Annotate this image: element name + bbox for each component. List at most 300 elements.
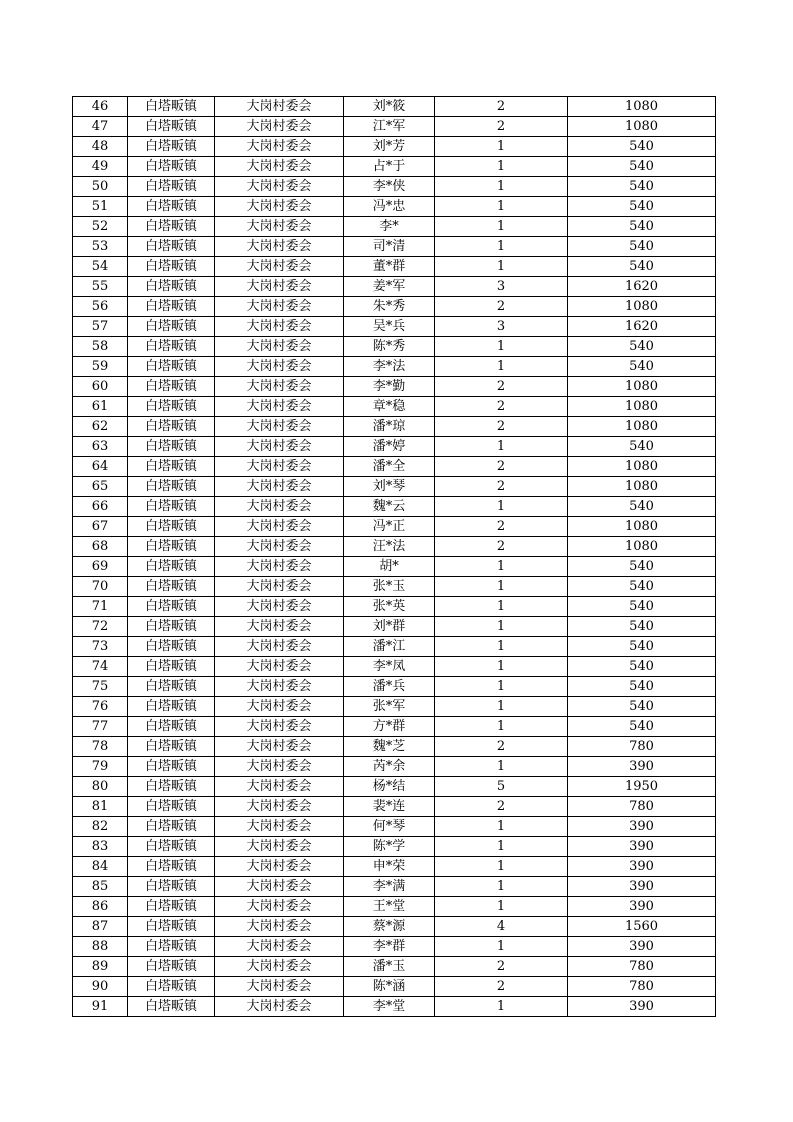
table-row bbox=[73, 377, 716, 397]
amount-cell: 390 bbox=[568, 837, 716, 857]
table-row bbox=[73, 997, 716, 1017]
person-count-cell: 1 bbox=[435, 337, 568, 357]
village-committee-cell: 大岗村委会 bbox=[215, 477, 344, 497]
table-row bbox=[73, 617, 716, 637]
name-cell: 裴*连 bbox=[344, 797, 435, 817]
table-row bbox=[73, 517, 716, 537]
person-count-cell: 2 bbox=[435, 117, 568, 137]
person-count-cell: 2 bbox=[435, 477, 568, 497]
table-row bbox=[73, 597, 716, 617]
table-row bbox=[73, 257, 716, 277]
person-count-cell: 3 bbox=[435, 317, 568, 337]
name-cell: 冯*正 bbox=[344, 517, 435, 537]
table-row bbox=[73, 97, 716, 117]
name-cell: 刘*筱 bbox=[344, 97, 435, 117]
amount-cell: 540 bbox=[568, 237, 716, 257]
amount-cell: 540 bbox=[568, 497, 716, 517]
name-cell: 李*勤 bbox=[344, 377, 435, 397]
person-count-cell: 1 bbox=[435, 557, 568, 577]
row-number-cell: 56 bbox=[73, 297, 128, 317]
row-number-cell: 49 bbox=[73, 157, 128, 177]
name-cell: 刘*芳 bbox=[344, 137, 435, 157]
name-cell: 李*满 bbox=[344, 877, 435, 897]
person-count-cell: 1 bbox=[435, 937, 568, 957]
row-number-cell: 88 bbox=[73, 937, 128, 957]
name-cell: 陈*涵 bbox=[344, 977, 435, 997]
person-count-cell: 1 bbox=[435, 877, 568, 897]
row-number-cell: 85 bbox=[73, 877, 128, 897]
village-committee-cell: 大岗村委会 bbox=[215, 177, 344, 197]
person-count-cell: 2 bbox=[435, 297, 568, 317]
table-row bbox=[73, 677, 716, 697]
village-committee-cell: 大岗村委会 bbox=[215, 457, 344, 477]
table-row bbox=[73, 817, 716, 837]
amount-cell: 540 bbox=[568, 677, 716, 697]
amount-cell: 540 bbox=[568, 637, 716, 657]
person-count-cell: 2 bbox=[435, 737, 568, 757]
row-number-cell: 58 bbox=[73, 337, 128, 357]
amount-cell: 390 bbox=[568, 757, 716, 777]
town-cell: 白塔畈镇 bbox=[128, 457, 215, 477]
person-count-cell: 1 bbox=[435, 697, 568, 717]
row-number-cell: 52 bbox=[73, 217, 128, 237]
row-number-cell: 78 bbox=[73, 737, 128, 757]
table-row bbox=[73, 637, 716, 657]
person-count-cell: 1 bbox=[435, 897, 568, 917]
name-cell: 胡* bbox=[344, 557, 435, 577]
table-row bbox=[73, 577, 716, 597]
table-row bbox=[73, 877, 716, 897]
person-count-cell: 1 bbox=[435, 817, 568, 837]
table-row bbox=[73, 297, 716, 317]
village-committee-cell: 大岗村委会 bbox=[215, 997, 344, 1017]
village-committee-cell: 大岗村委会 bbox=[215, 597, 344, 617]
row-number-cell: 90 bbox=[73, 977, 128, 997]
name-cell: 潘*兵 bbox=[344, 677, 435, 697]
name-cell: 李* bbox=[344, 217, 435, 237]
amount-cell: 1080 bbox=[568, 537, 716, 557]
town-cell: 白塔畈镇 bbox=[128, 357, 215, 377]
village-committee-cell: 大岗村委会 bbox=[215, 137, 344, 157]
person-count-cell: 3 bbox=[435, 277, 568, 297]
amount-cell: 540 bbox=[568, 597, 716, 617]
village-committee-cell: 大岗村委会 bbox=[215, 917, 344, 937]
name-cell: 潘*婷 bbox=[344, 437, 435, 457]
person-count-cell: 1 bbox=[435, 497, 568, 517]
town-cell: 白塔畈镇 bbox=[128, 417, 215, 437]
amount-cell: 540 bbox=[568, 577, 716, 597]
village-committee-cell: 大岗村委会 bbox=[215, 397, 344, 417]
person-count-cell: 1 bbox=[435, 677, 568, 697]
person-count-cell: 2 bbox=[435, 457, 568, 477]
table-row bbox=[73, 977, 716, 997]
row-number-cell: 61 bbox=[73, 397, 128, 417]
amount-cell: 1080 bbox=[568, 457, 716, 477]
person-count-cell: 1 bbox=[435, 357, 568, 377]
town-cell: 白塔畈镇 bbox=[128, 497, 215, 517]
row-number-cell: 69 bbox=[73, 557, 128, 577]
amount-cell: 540 bbox=[568, 197, 716, 217]
amount-cell: 390 bbox=[568, 877, 716, 897]
amount-cell: 390 bbox=[568, 937, 716, 957]
table-row bbox=[73, 757, 716, 777]
row-number-cell: 71 bbox=[73, 597, 128, 617]
row-number-cell: 72 bbox=[73, 617, 128, 637]
village-committee-cell: 大岗村委会 bbox=[215, 677, 344, 697]
table-row bbox=[73, 777, 716, 797]
row-number-cell: 81 bbox=[73, 797, 128, 817]
town-cell: 白塔畈镇 bbox=[128, 337, 215, 357]
person-count-cell: 1 bbox=[435, 997, 568, 1017]
village-committee-cell: 大岗村委会 bbox=[215, 717, 344, 737]
person-count-cell: 1 bbox=[435, 617, 568, 637]
row-number-cell: 74 bbox=[73, 657, 128, 677]
name-cell: 司*清 bbox=[344, 237, 435, 257]
town-cell: 白塔畈镇 bbox=[128, 557, 215, 577]
person-count-cell: 2 bbox=[435, 417, 568, 437]
town-cell: 白塔畈镇 bbox=[128, 177, 215, 197]
name-cell: 王*堂 bbox=[344, 897, 435, 917]
village-committee-cell: 大岗村委会 bbox=[215, 117, 344, 137]
name-cell: 李*侠 bbox=[344, 177, 435, 197]
amount-cell: 540 bbox=[568, 617, 716, 637]
person-count-cell: 1 bbox=[435, 437, 568, 457]
row-number-cell: 89 bbox=[73, 957, 128, 977]
village-committee-cell: 大岗村委会 bbox=[215, 577, 344, 597]
row-number-cell: 63 bbox=[73, 437, 128, 457]
name-cell: 李*凤 bbox=[344, 657, 435, 677]
table-row bbox=[73, 917, 716, 937]
village-committee-cell: 大岗村委会 bbox=[215, 737, 344, 757]
name-cell: 魏*云 bbox=[344, 497, 435, 517]
table-row bbox=[73, 117, 716, 137]
table-row bbox=[73, 717, 716, 737]
town-cell: 白塔畈镇 bbox=[128, 697, 215, 717]
village-committee-cell: 大岗村委会 bbox=[215, 817, 344, 837]
name-cell: 魏*芝 bbox=[344, 737, 435, 757]
name-cell: 张*军 bbox=[344, 697, 435, 717]
village-committee-cell: 大岗村委会 bbox=[215, 857, 344, 877]
name-cell: 汪*法 bbox=[344, 537, 435, 557]
row-number-cell: 55 bbox=[73, 277, 128, 297]
row-number-cell: 66 bbox=[73, 497, 128, 517]
amount-cell: 1080 bbox=[568, 377, 716, 397]
row-number-cell: 70 bbox=[73, 577, 128, 597]
town-cell: 白塔畈镇 bbox=[128, 837, 215, 857]
person-count-cell: 2 bbox=[435, 517, 568, 537]
table-row bbox=[73, 737, 716, 757]
amount-cell: 1620 bbox=[568, 277, 716, 297]
table-row bbox=[73, 897, 716, 917]
town-cell: 白塔畈镇 bbox=[128, 377, 215, 397]
name-cell: 章*稳 bbox=[344, 397, 435, 417]
amount-cell: 780 bbox=[568, 737, 716, 757]
row-number-cell: 46 bbox=[73, 97, 128, 117]
name-cell: 方*群 bbox=[344, 717, 435, 737]
beneficiary-table bbox=[72, 96, 716, 1017]
row-number-cell: 79 bbox=[73, 757, 128, 777]
village-committee-cell: 大岗村委会 bbox=[215, 797, 344, 817]
town-cell: 白塔畈镇 bbox=[128, 777, 215, 797]
village-committee-cell: 大岗村委会 bbox=[215, 197, 344, 217]
name-cell: 刘*群 bbox=[344, 617, 435, 637]
amount-cell: 540 bbox=[568, 137, 716, 157]
table-row bbox=[73, 397, 716, 417]
village-committee-cell: 大岗村委会 bbox=[215, 157, 344, 177]
town-cell: 白塔畈镇 bbox=[128, 737, 215, 757]
table-row bbox=[73, 857, 716, 877]
town-cell: 白塔畈镇 bbox=[128, 317, 215, 337]
amount-cell: 540 bbox=[568, 177, 716, 197]
row-number-cell: 57 bbox=[73, 317, 128, 337]
town-cell: 白塔畈镇 bbox=[128, 477, 215, 497]
person-count-cell: 1 bbox=[435, 597, 568, 617]
person-count-cell: 5 bbox=[435, 777, 568, 797]
village-committee-cell: 大岗村委会 bbox=[215, 217, 344, 237]
amount-cell: 540 bbox=[568, 437, 716, 457]
town-cell: 白塔畈镇 bbox=[128, 717, 215, 737]
amount-cell: 390 bbox=[568, 997, 716, 1017]
person-count-cell: 1 bbox=[435, 637, 568, 657]
table-row bbox=[73, 557, 716, 577]
table-row bbox=[73, 197, 716, 217]
village-committee-cell: 大岗村委会 bbox=[215, 617, 344, 637]
table-row bbox=[73, 957, 716, 977]
amount-cell: 1080 bbox=[568, 97, 716, 117]
village-committee-cell: 大岗村委会 bbox=[215, 337, 344, 357]
amount-cell: 540 bbox=[568, 697, 716, 717]
name-cell: 江*军 bbox=[344, 117, 435, 137]
name-cell: 李*群 bbox=[344, 937, 435, 957]
town-cell: 白塔畈镇 bbox=[128, 257, 215, 277]
name-cell: 申*荣 bbox=[344, 857, 435, 877]
amount-cell: 780 bbox=[568, 957, 716, 977]
town-cell: 白塔畈镇 bbox=[128, 137, 215, 157]
name-cell: 芮*余 bbox=[344, 757, 435, 777]
row-number-cell: 73 bbox=[73, 637, 128, 657]
table-row bbox=[73, 497, 716, 517]
town-cell: 白塔畈镇 bbox=[128, 917, 215, 937]
town-cell: 白塔畈镇 bbox=[128, 997, 215, 1017]
village-committee-cell: 大岗村委会 bbox=[215, 417, 344, 437]
person-count-cell: 4 bbox=[435, 917, 568, 937]
table-row bbox=[73, 477, 716, 497]
town-cell: 白塔畈镇 bbox=[128, 157, 215, 177]
table-row bbox=[73, 797, 716, 817]
person-count-cell: 1 bbox=[435, 717, 568, 737]
row-number-cell: 91 bbox=[73, 997, 128, 1017]
table-row bbox=[73, 697, 716, 717]
row-number-cell: 77 bbox=[73, 717, 128, 737]
name-cell: 潘*全 bbox=[344, 457, 435, 477]
village-committee-cell: 大岗村委会 bbox=[215, 97, 344, 117]
town-cell: 白塔畈镇 bbox=[128, 797, 215, 817]
village-committee-cell: 大岗村委会 bbox=[215, 317, 344, 337]
amount-cell: 780 bbox=[568, 797, 716, 817]
village-committee-cell: 大岗村委会 bbox=[215, 637, 344, 657]
amount-cell: 1080 bbox=[568, 417, 716, 437]
table-row bbox=[73, 357, 716, 377]
town-cell: 白塔畈镇 bbox=[128, 677, 215, 697]
town-cell: 白塔畈镇 bbox=[128, 197, 215, 217]
amount-cell: 390 bbox=[568, 897, 716, 917]
table-row bbox=[73, 237, 716, 257]
village-committee-cell: 大岗村委会 bbox=[215, 277, 344, 297]
town-cell: 白塔畈镇 bbox=[128, 597, 215, 617]
village-committee-cell: 大岗村委会 bbox=[215, 977, 344, 997]
person-count-cell: 2 bbox=[435, 397, 568, 417]
row-number-cell: 68 bbox=[73, 537, 128, 557]
amount-cell: 1080 bbox=[568, 297, 716, 317]
person-count-cell: 1 bbox=[435, 577, 568, 597]
name-cell: 杨*结 bbox=[344, 777, 435, 797]
village-committee-cell: 大岗村委会 bbox=[215, 757, 344, 777]
table-row bbox=[73, 457, 716, 477]
town-cell: 白塔畈镇 bbox=[128, 117, 215, 137]
amount-cell: 1080 bbox=[568, 117, 716, 137]
village-committee-cell: 大岗村委会 bbox=[215, 777, 344, 797]
name-cell: 蔡*源 bbox=[344, 917, 435, 937]
town-cell: 白塔畈镇 bbox=[128, 877, 215, 897]
name-cell: 潘*玉 bbox=[344, 957, 435, 977]
name-cell: 李*法 bbox=[344, 357, 435, 377]
person-count-cell: 2 bbox=[435, 377, 568, 397]
town-cell: 白塔畈镇 bbox=[128, 437, 215, 457]
town-cell: 白塔畈镇 bbox=[128, 817, 215, 837]
table-row bbox=[73, 137, 716, 157]
row-number-cell: 87 bbox=[73, 917, 128, 937]
town-cell: 白塔畈镇 bbox=[128, 397, 215, 417]
village-committee-cell: 大岗村委会 bbox=[215, 557, 344, 577]
person-count-cell: 1 bbox=[435, 837, 568, 857]
table-row bbox=[73, 937, 716, 957]
amount-cell: 1620 bbox=[568, 317, 716, 337]
table-row bbox=[73, 217, 716, 237]
amount-cell: 540 bbox=[568, 357, 716, 377]
row-number-cell: 51 bbox=[73, 197, 128, 217]
town-cell: 白塔畈镇 bbox=[128, 977, 215, 997]
amount-cell: 780 bbox=[568, 977, 716, 997]
town-cell: 白塔畈镇 bbox=[128, 617, 215, 637]
village-committee-cell: 大岗村委会 bbox=[215, 697, 344, 717]
amount-cell: 1080 bbox=[568, 477, 716, 497]
person-count-cell: 1 bbox=[435, 257, 568, 277]
person-count-cell: 2 bbox=[435, 97, 568, 117]
table-row bbox=[73, 277, 716, 297]
amount-cell: 540 bbox=[568, 257, 716, 277]
table-row bbox=[73, 417, 716, 437]
name-cell: 张*英 bbox=[344, 597, 435, 617]
village-committee-cell: 大岗村委会 bbox=[215, 657, 344, 677]
name-cell: 占*于 bbox=[344, 157, 435, 177]
amount-cell: 540 bbox=[568, 217, 716, 237]
village-committee-cell: 大岗村委会 bbox=[215, 437, 344, 457]
person-count-cell: 1 bbox=[435, 177, 568, 197]
amount-cell: 540 bbox=[568, 557, 716, 577]
table-row bbox=[73, 177, 716, 197]
amount-cell: 540 bbox=[568, 337, 716, 357]
row-number-cell: 75 bbox=[73, 677, 128, 697]
village-committee-cell: 大岗村委会 bbox=[215, 937, 344, 957]
row-number-cell: 67 bbox=[73, 517, 128, 537]
name-cell: 李*堂 bbox=[344, 997, 435, 1017]
row-number-cell: 54 bbox=[73, 257, 128, 277]
village-committee-cell: 大岗村委会 bbox=[215, 517, 344, 537]
row-number-cell: 86 bbox=[73, 897, 128, 917]
row-number-cell: 53 bbox=[73, 237, 128, 257]
village-committee-cell: 大岗村委会 bbox=[215, 537, 344, 557]
amount-cell: 1080 bbox=[568, 397, 716, 417]
name-cell: 姜*军 bbox=[344, 277, 435, 297]
person-count-cell: 2 bbox=[435, 957, 568, 977]
person-count-cell: 1 bbox=[435, 657, 568, 677]
name-cell: 陈*秀 bbox=[344, 337, 435, 357]
amount-cell: 540 bbox=[568, 657, 716, 677]
town-cell: 白塔畈镇 bbox=[128, 537, 215, 557]
amount-cell: 1560 bbox=[568, 917, 716, 937]
row-number-cell: 59 bbox=[73, 357, 128, 377]
village-committee-cell: 大岗村委会 bbox=[215, 257, 344, 277]
row-number-cell: 76 bbox=[73, 697, 128, 717]
town-cell: 白塔畈镇 bbox=[128, 637, 215, 657]
village-committee-cell: 大岗村委会 bbox=[215, 877, 344, 897]
name-cell: 刘*琴 bbox=[344, 477, 435, 497]
village-committee-cell: 大岗村委会 bbox=[215, 297, 344, 317]
amount-cell: 390 bbox=[568, 857, 716, 877]
person-count-cell: 2 bbox=[435, 537, 568, 557]
name-cell: 陈*学 bbox=[344, 837, 435, 857]
town-cell: 白塔畈镇 bbox=[128, 657, 215, 677]
town-cell: 白塔畈镇 bbox=[128, 897, 215, 917]
name-cell: 何*琴 bbox=[344, 817, 435, 837]
town-cell: 白塔畈镇 bbox=[128, 297, 215, 317]
person-count-cell: 2 bbox=[435, 977, 568, 997]
village-committee-cell: 大岗村委会 bbox=[215, 237, 344, 257]
amount-cell: 1950 bbox=[568, 777, 716, 797]
person-count-cell: 1 bbox=[435, 217, 568, 237]
amount-cell: 540 bbox=[568, 717, 716, 737]
row-number-cell: 80 bbox=[73, 777, 128, 797]
name-cell: 潘*琼 bbox=[344, 417, 435, 437]
village-committee-cell: 大岗村委会 bbox=[215, 897, 344, 917]
row-number-cell: 64 bbox=[73, 457, 128, 477]
town-cell: 白塔畈镇 bbox=[128, 957, 215, 977]
amount-cell: 540 bbox=[568, 157, 716, 177]
person-count-cell: 1 bbox=[435, 757, 568, 777]
person-count-cell: 1 bbox=[435, 237, 568, 257]
row-number-cell: 84 bbox=[73, 857, 128, 877]
town-cell: 白塔畈镇 bbox=[128, 517, 215, 537]
row-number-cell: 60 bbox=[73, 377, 128, 397]
amount-cell: 1080 bbox=[568, 517, 716, 537]
village-committee-cell: 大岗村委会 bbox=[215, 377, 344, 397]
town-cell: 白塔畈镇 bbox=[128, 217, 215, 237]
name-cell: 朱*秀 bbox=[344, 297, 435, 317]
village-committee-cell: 大岗村委会 bbox=[215, 837, 344, 857]
table-row bbox=[73, 537, 716, 557]
row-number-cell: 47 bbox=[73, 117, 128, 137]
name-cell: 董*群 bbox=[344, 257, 435, 277]
table-row bbox=[73, 157, 716, 177]
row-number-cell: 65 bbox=[73, 477, 128, 497]
table-row bbox=[73, 837, 716, 857]
town-cell: 白塔畈镇 bbox=[128, 937, 215, 957]
name-cell: 冯*忠 bbox=[344, 197, 435, 217]
name-cell: 潘*江 bbox=[344, 637, 435, 657]
table-row bbox=[73, 317, 716, 337]
amount-cell: 390 bbox=[568, 817, 716, 837]
table-row bbox=[73, 657, 716, 677]
